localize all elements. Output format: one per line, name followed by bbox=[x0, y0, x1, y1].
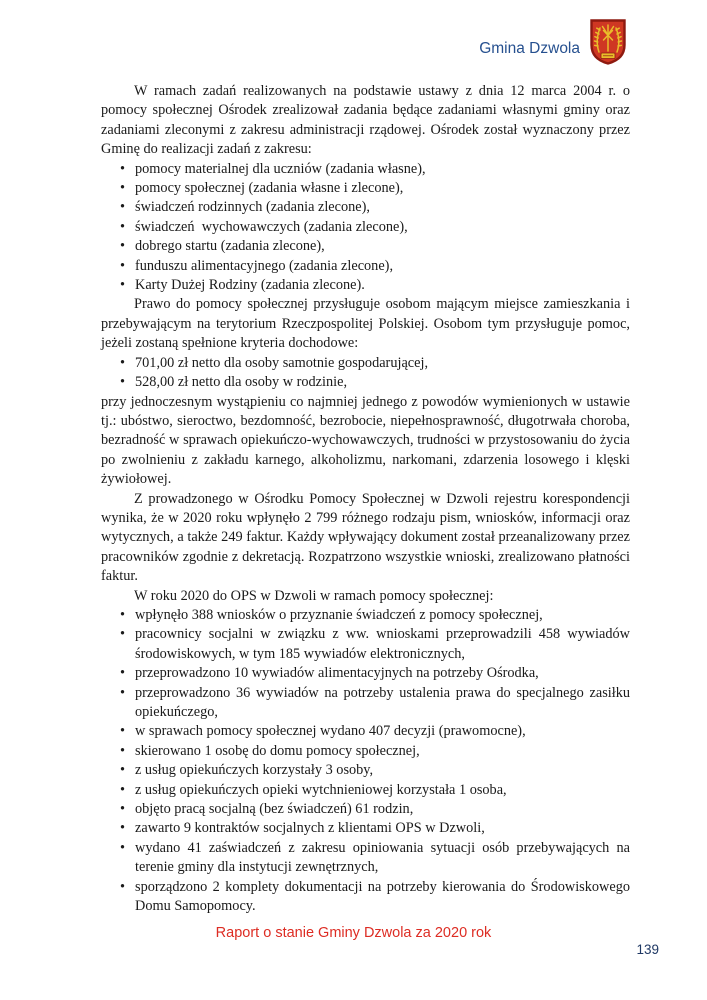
bullet-item: • pomocy materialnej dla uczniów (zadania własne), bbox=[101, 160, 630, 179]
bullet-item: • funduszu alimentacyjnego (zadania zlecone), bbox=[101, 257, 630, 276]
bullet-item: • skierowano 1 osobę do domu pomocy społecznej, bbox=[101, 742, 630, 761]
bullet-list bbox=[101, 160, 630, 296]
bullet-item: • 701,00 zł netto dla osoby samotnie gospodarującej, bbox=[101, 354, 630, 373]
report-title: Raport o stanie Gminy Dzwola za 2020 rok bbox=[215, 925, 492, 941]
bullet-item: • wydano 41 zaświadczeń z zakresu opiniowania sytuacji osób przebywających na terenie gminy dla instytucji zewnętrznych, bbox=[101, 839, 630, 878]
coat-of-arms-icon bbox=[589, 18, 627, 66]
bullet-item: • objęto pracą socjalną (bez świadczeń) 61 rodzin, bbox=[101, 800, 630, 819]
bullet-list bbox=[101, 606, 630, 917]
bullet-item: • zawarto 9 kontraktów socjalnych z klientami OPS w Dzwoli, bbox=[101, 819, 630, 838]
bullet-item: • Karty Dużej Rodziny (zadania zlecone). bbox=[101, 276, 630, 295]
paragraph: W roku 2020 do OPS w Dzwoli w ramach pomocy społecznej: bbox=[134, 587, 494, 604]
bullet-item: • pracownicy socjalni w związku z ww. wnioskami przeprowadzili 458 wywiadów środowiskowych, w tym 185 wywiadów elektronicznych, bbox=[101, 625, 630, 664]
paragraph: W ramach zadań realizowanych na podstawie ustawy z dnia 12 marca 2004 r. o pomocy społecznej Ośrodek zrealizował zadania będące zadaniami własnymi gminy oraz zadaniami zleconymi z zakresu administracji rządowej. Ośrodek został wyznaczony przez Gminę do realizacji zadań z zakresu: bbox=[101, 83, 630, 158]
paragraph: przy jednoczesnym wystąpieniu co najmniej jednego z powodów wymienionych w ustawie tj.: ubóstwo, sieroctwo, bezdomność, bezrobocie, niepełnosprawność, długotrwała choroba, bezradność w sprawach opiekuńczo-wychowawczych, trudności w przystosowaniu do życia po zwolnieniu z zakładu karnego, alkoholizmu, narkomani, zdarzenia losowego i klęski żywiołowej. bbox=[101, 393, 630, 488]
bullet-item: • świadczeń wychowawczych (zadania zlecone), bbox=[101, 218, 630, 237]
bullet-item: • przeprowadzono 10 wywiadów alimentacyjnych na potrzeby Ośrodka, bbox=[101, 664, 630, 683]
page-number: 139 bbox=[636, 942, 659, 957]
bullet-item: • z usług opiekuńczych korzystały 3 osoby, bbox=[101, 761, 630, 780]
bullet-item: • 528,00 zł netto dla osoby w rodzinie, bbox=[101, 373, 630, 392]
bullet-item: • sporządzono 2 komplety dokumentacji na potrzeby kierowania do Środowiskowego Domu Samopomocy. bbox=[101, 878, 630, 917]
bullet-list bbox=[101, 354, 630, 393]
paragraph: Prawo do pomocy społecznej przysługuje osobom mającym miejsce zamieszkania i przebywającym na terytorium Rzeczpospolitej Polskiej. Osobom tym przysługuje pomoc, jeżeli zostaną spełnione kryteria dochodowe: bbox=[101, 296, 630, 352]
paragraph: Z prowadzonego w Ośrodku Pomocy Społecznej w Dzwoli rejestru korespondencji wynika, że w 2020 roku wpłynęło 2 799 różnego rodzaju pism, wniosków, informacji oraz wytycznych, a także 249 faktur. Każdy wpływający dokument został przeanalizowany przez pracowników zgodnie z dekretacją. Rozpatrzono wszystkie wnioski, zrealizowano płatności faktur. bbox=[101, 490, 630, 585]
bullet-item: • przeprowadzono 36 wywiadów na potrzeby ustalenia prawa do specjalnego zasiłku opiekuńczego, bbox=[101, 684, 630, 723]
bullet-item: • świadczeń rodzinnych (zadania zlecone), bbox=[101, 198, 630, 217]
bullet-item: • wpłynęło 388 wniosków o przyznanie świadczeń z pomocy społecznej, bbox=[101, 606, 630, 625]
municipality-label: Gmina Dzwola bbox=[479, 40, 580, 57]
bullet-item: • w sprawach pomocy społecznej wydano 407 decyzji (prawomocne), bbox=[101, 722, 630, 741]
bullet-item: • z usług opiekuńczych opieki wytchnieniowej korzystała 1 osoba, bbox=[101, 781, 630, 800]
document-body bbox=[101, 82, 630, 916]
bullet-item: • pomocy społecznej (zadania własne i zlecone), bbox=[101, 179, 630, 198]
bullet-item: • dobrego startu (zadania zlecone), bbox=[101, 237, 630, 256]
